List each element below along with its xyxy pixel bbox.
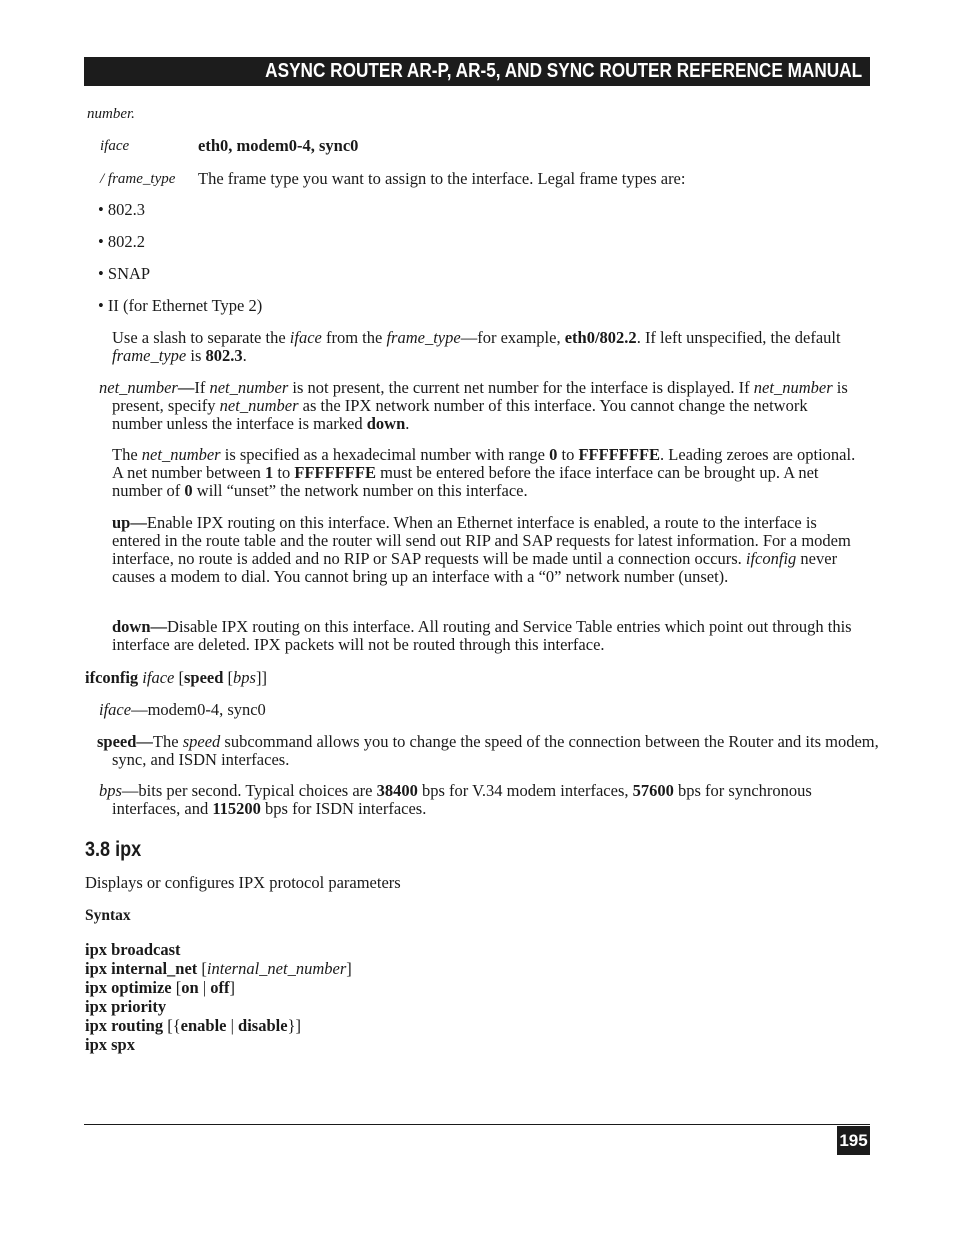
net-number-hex-paragraph: The net_number is specified as a hexadecimal number with range 0 to FFFFFFFE. Leading zeroes are optional. A net number between 1 to FFFFFFFE must be entered before the iface interface can be brought up. A net number of 0 will “unset” the network number on this interface. xyxy=(112,445,856,500)
syntax-label: Syntax xyxy=(85,907,131,924)
running-header-title: ASYNC ROUTER AR-P, AR-5, AND SYNC ROUTER REFERENCE MANUAL xyxy=(265,60,862,82)
section-heading: 3.8 ipx xyxy=(85,838,142,861)
list-item: • 802.3 xyxy=(98,200,146,219)
slash-note-paragraph: Use a slash to separate the iface from the frame_type—for example, eth0/802.2. If left unspecified, the default frame_type is 802.3. xyxy=(112,328,841,365)
down-paragraph: down—Disable IPX routing on this interface. All routing and Service Table entries which point out through this interface are deleted. IPX packets will not be routed through this interface. xyxy=(112,617,852,654)
iface-term: iface xyxy=(100,138,130,154)
continued-text: number. xyxy=(87,106,135,122)
net-number-paragraph: net_number—If net_number is not present, the current net number for the interface is displayed. If net_number is present, specify net_number as the IPX network number of this interface. You cannot change the network number unless the interface is marked down. xyxy=(99,378,848,433)
footer-rule xyxy=(84,1124,870,1125)
syntax-line: ipx optimize [on | off] xyxy=(85,978,235,997)
syntax-line: ipx broadcast xyxy=(85,940,181,959)
header-bar xyxy=(84,57,870,86)
ifconfig-syntax: ifconfig iface [speed [bps]] xyxy=(85,668,267,687)
section-description: Displays or configures IPX protocol parameters xyxy=(85,873,401,892)
syntax-line: ipx spx xyxy=(85,1035,135,1054)
speed-paragraph: speed—The speed subcommand allows you to change the speed of the connection between the Router and its modem, sync, and ISDN interfaces. xyxy=(97,732,879,769)
syntax-line: ipx priority xyxy=(85,997,167,1016)
iface-values: eth0, modem0-4, sync0 xyxy=(198,136,359,155)
list-item: • II (for Ethernet Type 2) xyxy=(98,296,263,315)
syntax-line: ipx internal_net [internal_net_number] xyxy=(85,959,352,978)
frame-type-description: The frame type you want to assign to the interface. Legal frame types are: xyxy=(198,169,686,188)
up-paragraph: up—Enable IPX routing on this interface. When an Ethernet interface is enabled, a route to the interface is entered in the route table and the router will send out RIP and SAP requests for latest information. For a modem interface, no route is added and no RIP or SAP requests will be made until a connection occurs. ifconfig never causes a modem to dial. You cannot bring up an interface with a “0” network number (unset). xyxy=(112,513,851,586)
iface-speed-line: iface—modem0-4, sync0 xyxy=(99,700,266,719)
bps-paragraph: bps—bits per second. Typical choices are 38400 bps for V.34 modem interfaces, 57600 bps for synchronous interfaces, and 115200 bps for ISDN interfaces. xyxy=(99,781,812,818)
syntax-line: ipx routing [{enable | disable}] xyxy=(85,1016,301,1035)
list-item: • SNAP xyxy=(98,264,151,283)
frame-type-term: / frame_type xyxy=(100,171,176,187)
syntax-block xyxy=(85,940,352,1054)
list-item: • 802.2 xyxy=(98,232,146,251)
page-number: 195 xyxy=(837,1126,870,1155)
